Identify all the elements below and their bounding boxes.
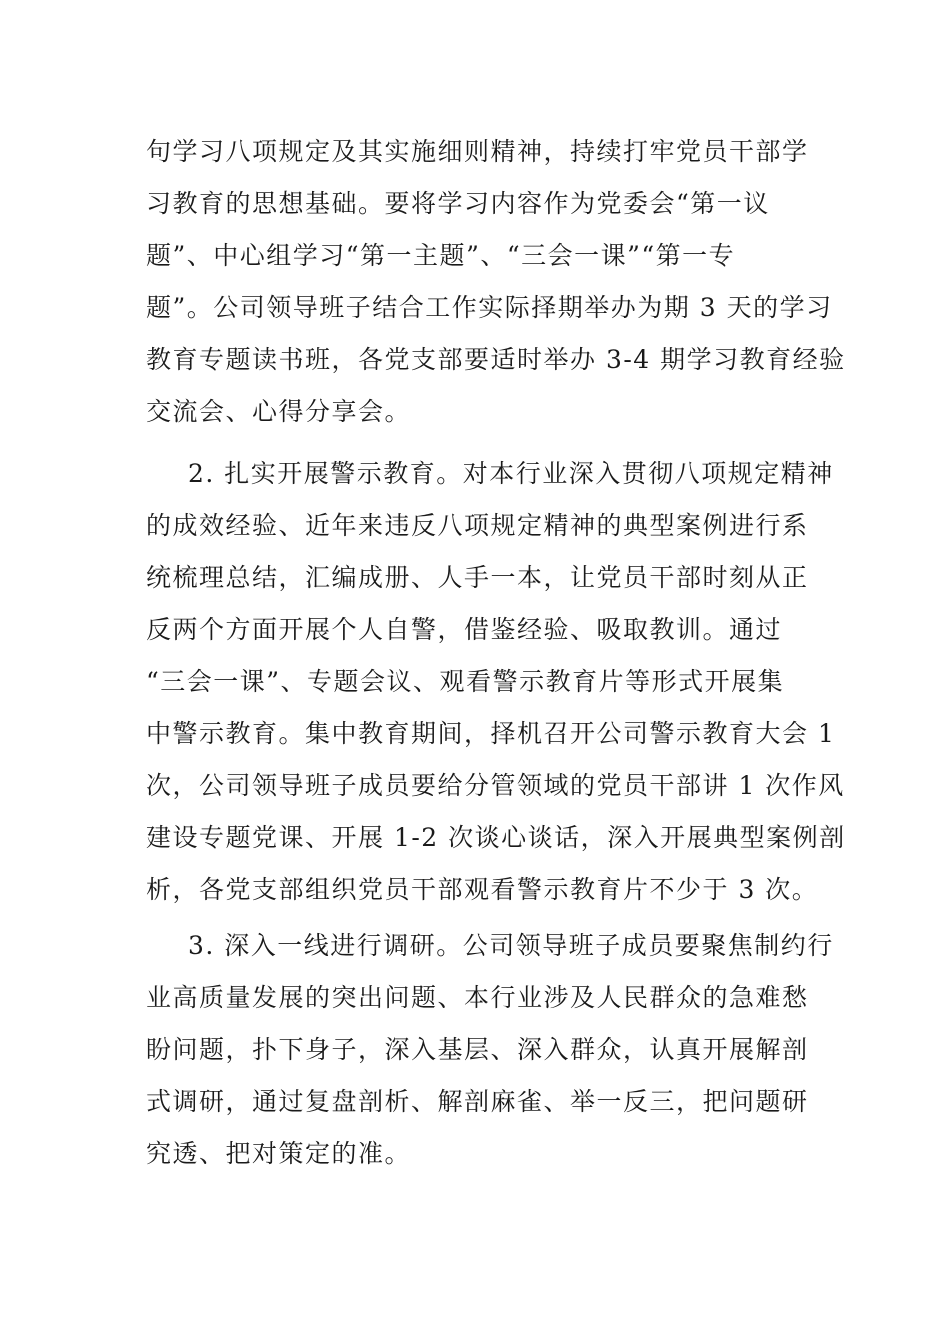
paragraph-heading-line: 3. 深入一线进行调研。公司领导班子成员要聚焦制约行 (188, 931, 834, 960)
text-line: 中警示教育。集中教育期间，择机召开公司警示教育大会 1 (146, 719, 836, 748)
paragraph-study-education (146, 126, 846, 438)
text-line: 的成效经验、近年来违反八项规定精神的典型案例进行系 (146, 511, 809, 540)
text-line: 究透、把对策定的准。 (146, 1139, 412, 1168)
text-line: 教育专题读书班，各党支部要适时举办 3-4 期学习教育经验 (146, 345, 846, 374)
text-line: 统梳理总结，汇编成册、人手一本，让党员干部时刻从正 (146, 563, 809, 592)
text-line: 业高质量发展的突出问题、本行业涉及人民群众的急难愁 (146, 983, 809, 1012)
text-line: 建设专题党课、开展 1-2 次谈心谈话，深入开展典型案例剖 (146, 823, 846, 852)
text-line: 盼问题，扑下身子，深入基层、深入群众，认真开展解剖 (146, 1035, 809, 1064)
paragraph-heading-line: 2. 扎实开展警示教育。对本行业深入贯彻八项规定精神 (188, 459, 834, 488)
text-line: 句学习八项规定及其实施细则精神，持续打牢党员干部学 (146, 137, 809, 166)
paragraph-warning-education (146, 448, 846, 916)
text-line: 析，各党支部组织党员干部观看警示教育片不少于 3 次。 (146, 875, 819, 904)
text-line: 反两个方面开展个人自警，借鉴经验、吸取教训。通过 (146, 615, 783, 644)
text-line: 交流会、心得分享会。 (146, 397, 412, 426)
text-line: 题”。公司领导班子结合工作实际择期举办为期 3 天的学习 (146, 293, 833, 322)
paragraph-frontline-research (146, 920, 834, 1180)
text-line: 次，公司领导班子成员要给分管领域的党员干部讲 1 次作风 (146, 771, 845, 800)
text-line: 题”、中心组学习“第一主题”、“三会一课”“第一专 (146, 241, 736, 270)
text-line: 式调研，通过复盘剖析、解剖麻雀、举一反三，把问题研 (146, 1087, 809, 1116)
text-line: 习教育的思想基础。要将学习内容作为党委会“第一议 (146, 189, 770, 218)
text-line: “三会一课”、专题会议、观看警示教育片等形式开展集 (146, 667, 785, 696)
